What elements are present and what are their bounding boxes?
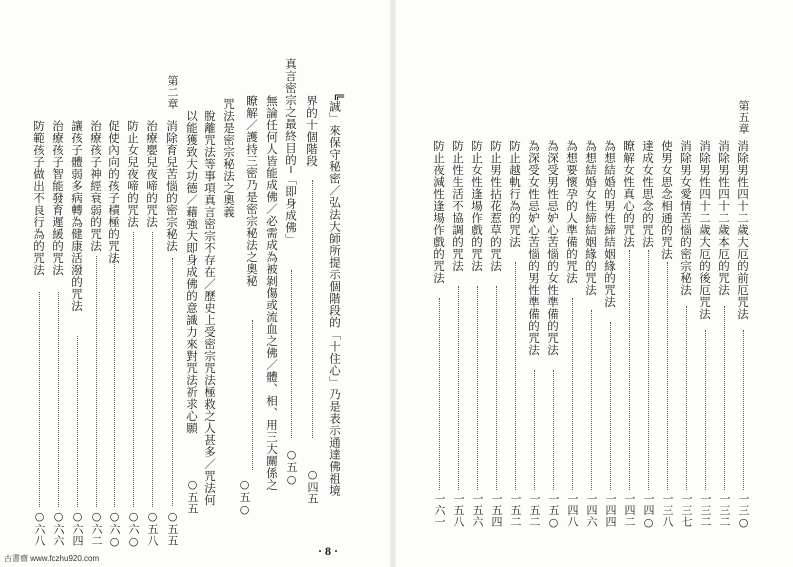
dot-leader <box>114 256 115 507</box>
toc-entry-text: 消除男女愛情苦惱的密宗秘法 <box>679 140 693 296</box>
toc-entry-text: 為想要懷孕的人準備的咒法 <box>565 140 579 284</box>
toc-entry-text: 防止夜減性逢場作戲的咒法 <box>432 140 446 284</box>
dot-leader <box>743 330 744 490</box>
dot-leader <box>686 306 687 490</box>
chapter-heading: 第五章 <box>737 100 750 135</box>
site-watermark: 古書齋 www.fczhu920.com <box>4 554 100 563</box>
dot-leader <box>439 298 440 490</box>
dot-leader <box>534 370 535 490</box>
dot-leader <box>77 336 78 507</box>
toc-entry-text: 防範孩子做出不良行為的咒法 <box>32 120 46 276</box>
toc-page-number: 一四四 <box>604 493 617 528</box>
toc-entry-text: 防止越軌行為的咒法 <box>508 140 522 248</box>
toc-page-number: 一四八 <box>566 493 579 528</box>
toc-entry-text: 防止性生活不協調的咒法 <box>451 140 465 272</box>
dot-leader <box>496 286 497 490</box>
dot-leader <box>629 250 630 490</box>
toc-page-number: 一四○ <box>642 493 655 530</box>
dot-leader <box>477 286 478 490</box>
toc-entry-text: 脫離咒法等事項真言密宗不存在／歷史上受密宗咒法極救之人甚多／咒法何 <box>203 110 217 506</box>
toc-entry-text: 治療孩子智能發育遲緩的咒法 <box>51 120 65 276</box>
toc-page-number: ○六○ <box>127 510 140 549</box>
dot-leader <box>591 310 592 490</box>
toc-entry-text: 消除男性四十二歲本厄的咒法 <box>717 140 731 296</box>
toc-entry-text: 達成女性思念的咒法 <box>641 140 655 248</box>
toc-page-number: ○五五 <box>186 478 199 515</box>
dot-leader <box>553 370 554 490</box>
toc-entry-text: 為想結婚女性締結姻緣的咒法 <box>584 140 598 296</box>
center-fold <box>390 0 396 567</box>
dot-leader <box>705 330 706 490</box>
toc-page-number: 一六一 <box>433 493 446 528</box>
dot-leader <box>96 256 97 507</box>
page-folio: · 8 · <box>318 544 339 558</box>
toc-page-number: 一五二 <box>509 493 522 528</box>
toc-page-number: ○五○ <box>285 448 298 487</box>
toc-entry-text: 治療嬰兒夜啼的咒法 <box>145 120 159 228</box>
toc-page-number: 一五六 <box>471 493 484 528</box>
toc-entry-text: 防止男性拈花惹草的咒法 <box>489 140 503 272</box>
toc-entry-text: 瞭解女性真心的咒法 <box>622 140 636 248</box>
toc-page-number: ○六○ <box>108 510 121 549</box>
toc-page-number: 一四六 <box>585 493 598 528</box>
dot-leader <box>291 270 292 438</box>
toc-entry-text: 真言密宗之最終目的─「即身成佛」 <box>284 58 298 246</box>
toc-page-number: ○五八 <box>146 510 159 547</box>
toc-page-number: 一三二 <box>718 493 731 528</box>
dot-leader <box>312 180 313 438</box>
toc-entry-text: 治療孩子神經衰弱的咒法 <box>89 120 103 252</box>
toc-page-number: 一三七 <box>680 493 693 528</box>
toc-entry-text: 為想結婚的男性締結姻緣的咒法 <box>603 140 617 308</box>
toc-page-number: 一四二 <box>623 493 636 528</box>
toc-entry-text: 界的十個階段 <box>305 95 319 167</box>
dot-leader <box>58 292 59 507</box>
toc-entry-text: 無論任何人皆能成佛／必需成為被剝傷或流血之佛／體、相、用三大關係之 <box>265 95 279 491</box>
toc-entry-text: 為深受男性忌妒心苦惱的女性準備的咒法 <box>546 140 560 356</box>
dot-leader <box>458 286 459 490</box>
dot-leader <box>667 262 668 490</box>
toc-page-number: ○四五 <box>306 468 319 505</box>
toc-entry-text: 咒法是密宗秘法之奧義 <box>222 98 236 218</box>
dot-leader <box>724 306 725 490</box>
dot-leader <box>572 298 573 490</box>
toc-entry-text: 促使內向的孩子積極的咒法 <box>107 120 121 264</box>
dot-leader <box>133 232 134 507</box>
toc-page-number: 一三八 <box>661 493 674 528</box>
dot-leader <box>252 320 253 470</box>
dot-leader <box>152 232 153 507</box>
toc-entry-text: 防止女兒夜啼的咒法 <box>126 120 140 228</box>
toc-entry-text: 以能獲致大功德／藉強大即身成佛的意識力來對咒法祈求心願 <box>185 110 199 434</box>
chapter-heading: 第二章 <box>166 75 179 110</box>
toc-entry-text: 消除男性四十二歲大厄的後厄咒法 <box>698 140 712 320</box>
toc-page-number: 一五二 <box>528 493 541 528</box>
toc-page-number: ○六六 <box>52 510 65 547</box>
toc-page-number: ○五○ <box>238 478 251 517</box>
dot-leader <box>610 322 611 490</box>
toc-page-number: 一三○ <box>737 493 750 530</box>
toc-entry-text: 消除育兒苦惱的密宗秘法 <box>165 120 179 252</box>
toc-entry-text: 瞭解／護持三密乃是密宗秘法之奧秘 <box>245 95 259 287</box>
dot-leader <box>39 292 40 507</box>
toc-page-number: ○五五 <box>166 510 179 547</box>
dot-leader <box>515 262 516 490</box>
toc-page-number: 一五四 <box>490 493 503 528</box>
toc-entry-text: ╚誠」來保守秘密／弘法大師所提示個階段的「十住心」乃是表示通達佛祖境 <box>328 92 343 497</box>
toc-page-number: ○六四 <box>71 510 84 547</box>
toc-entry-text: 防止女性逢場作戲的咒法 <box>470 140 484 272</box>
toc-entry-text: 讓孩子體弱多病轉為健康活潑的咒法 <box>70 120 84 312</box>
dot-leader <box>648 250 649 490</box>
toc-page-number: 一五○ <box>547 493 560 530</box>
toc-entry-text: 為深受女性忌妒心苦惱的男性準備的咒法 <box>527 140 541 356</box>
toc-page-number: 一五八 <box>452 493 465 528</box>
toc-page-number: ○六八 <box>33 510 46 547</box>
toc-page-number: 一三二 <box>699 493 712 528</box>
toc-entry-text: 使男女思念相通的咒法 <box>660 140 674 260</box>
toc-entry-text: 消除男性四十二歲大厄的前厄咒法 <box>736 140 750 320</box>
toc-page-number: ○六二 <box>90 510 103 547</box>
dot-leader <box>172 258 173 506</box>
